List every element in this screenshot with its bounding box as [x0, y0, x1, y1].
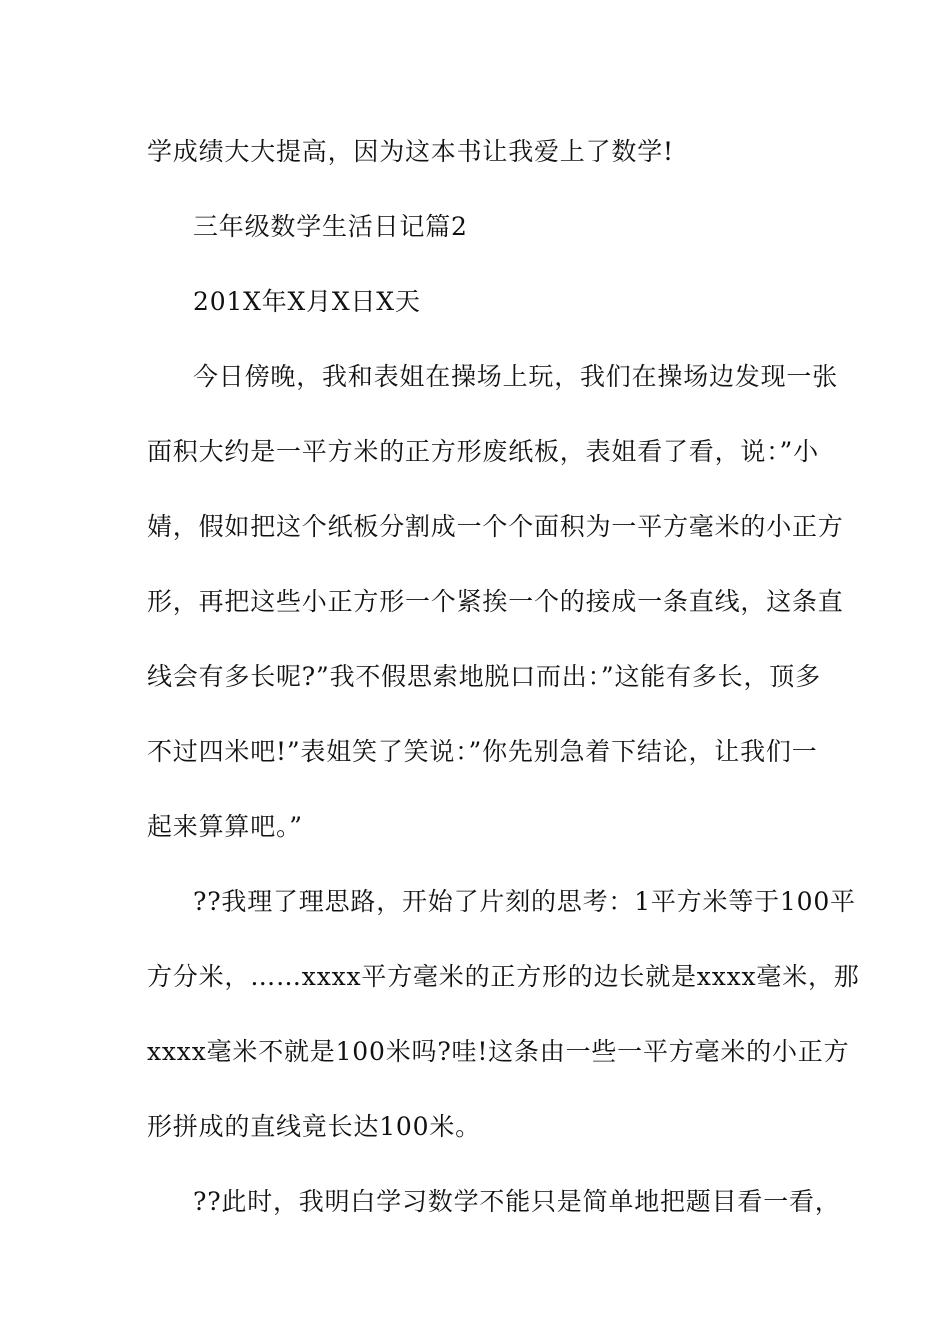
paragraph-line: 线会有多长呢?”我不假思索地脱口而出：”这能有多长，顶多	[147, 662, 821, 691]
paragraph-line: 婧，假如把这个纸板分割成一个个面积为一平方毫米的小正方	[147, 512, 844, 541]
paragraph-line: 今日傍晚，我和表姐在操场上玩，我们在操场边发现一张	[193, 362, 839, 391]
diary-date: 201X年X月X日X天	[193, 287, 421, 316]
paragraph-line: 起来算算吧。”	[147, 812, 303, 841]
paragraph-line: xxxx毫米不就是100米吗?哇!这条由一些一平方毫米的小正方	[147, 1037, 850, 1066]
paragraph-line: 面积大约是一平方米的正方形废纸板，表姐看了看，说：”小	[147, 437, 819, 466]
section-heading: 三年级数学生活日记篇2	[193, 212, 468, 241]
paragraph-line: 方分米，……xxxx平方毫米的正方形的边长就是xxxx毫米，那	[147, 962, 860, 991]
paragraph-line: 形拼成的直线竟长达100米。	[147, 1112, 481, 1141]
paragraph-line: 学成绩大大提高，因为这本书让我爱上了数学!	[147, 137, 674, 166]
paragraph-line: ??此时，我明白学习数学不能只是简单地把题目看一看，	[193, 1187, 841, 1216]
paragraph-line: 不过四米吧!”表姐笑了笑说：”你先别急着下结论，让我们一	[147, 737, 818, 766]
paragraph-line: 形，再把这些小正方形一个紧挨一个的接成一条直线，这条直	[147, 587, 844, 616]
paragraph-line: ??我理了理思路，开始了片刻的思考：1平方米等于100平	[193, 887, 856, 916]
